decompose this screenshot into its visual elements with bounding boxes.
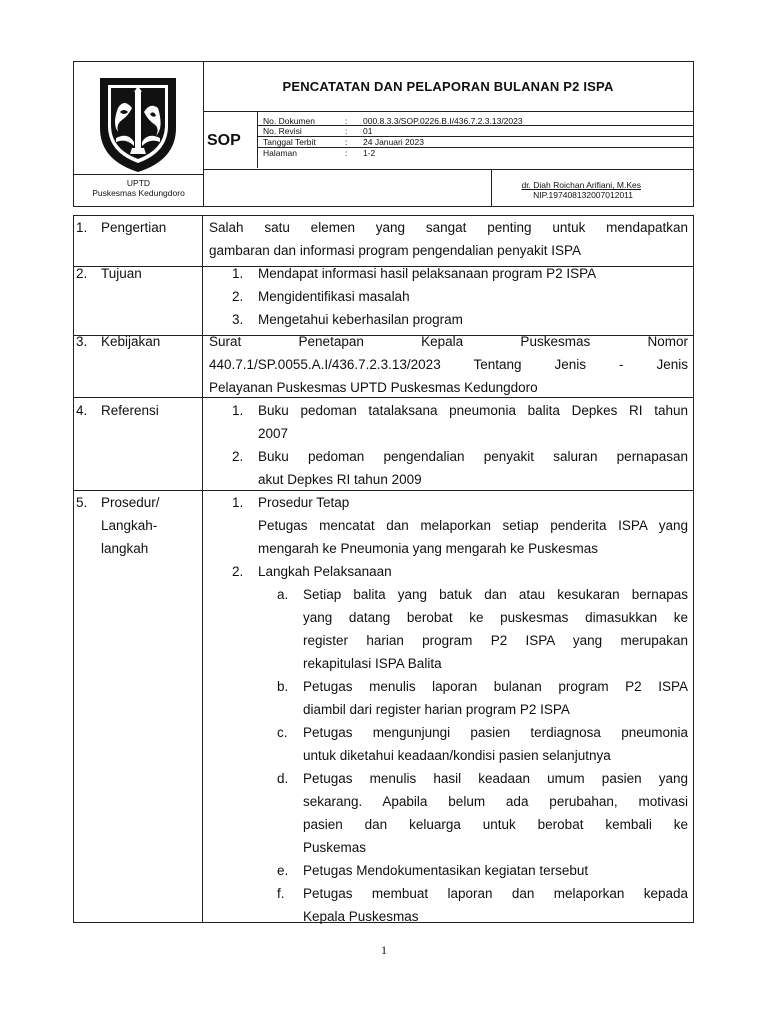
meta-divider xyxy=(257,147,693,148)
step-text: sekarang. Apabila belum ada perubahan, motivasi xyxy=(303,794,688,809)
section-label-pengertian: Pengertian xyxy=(101,220,167,235)
meta-key: Halaman xyxy=(263,148,298,158)
step-text: register harian program P2 ISPA yang merupakan xyxy=(303,633,688,648)
document-title: PENCATATAN DAN PELAPORAN BULANAN P2 ISPA xyxy=(282,79,614,94)
meta-colon: : xyxy=(345,137,348,147)
section-label-tujuan: Tujuan xyxy=(101,266,142,281)
step-text: Petugas menulis hasil keadaan umum pasien yang xyxy=(303,771,688,786)
sop-header xyxy=(73,61,694,207)
meta-colon: : xyxy=(345,126,348,136)
header-divider xyxy=(257,111,258,168)
step-text: Petugas Mendokumentasikan kegiatan tersebut xyxy=(303,863,589,878)
header-divider xyxy=(74,174,203,175)
step-text: Setiap balita yang batuk dan atau kesukaran bernapas xyxy=(303,587,688,602)
meta-key: No. Dokumen xyxy=(263,116,315,126)
section-label-kebijakan: Kebijakan xyxy=(101,334,161,349)
section-number: 4. xyxy=(76,403,88,418)
kebijakan-text: Pelayanan Puskesmas UPTD Puskesmas Kedungdoro xyxy=(209,380,538,395)
section-number: 2. xyxy=(76,266,88,281)
meta-value: 000.8.3.3/SOP.0226.B.I/436.7.2.3.13/2023 xyxy=(363,116,523,126)
section-label-prosedur: Prosedur/ xyxy=(101,495,160,510)
signer-name-text: dr. Diah Roichan Arifiani, M.Kes xyxy=(521,180,641,190)
signer-name xyxy=(521,180,641,190)
header-divider xyxy=(203,169,693,170)
meta-key: No. Revisi xyxy=(263,126,302,136)
step-text: Kepala Puskesmas xyxy=(303,909,419,924)
pengertian-text: gambaran dan informasi program pengendalian penyakit ISPA xyxy=(209,243,581,258)
meta-key: Tanggal Terbit xyxy=(263,137,316,147)
step-text: yang datang berobat ke puskesmas dimasukkan ke xyxy=(303,610,688,625)
sop-label: SOP xyxy=(207,132,241,149)
header-divider xyxy=(491,169,492,206)
section-number: 3. xyxy=(76,334,88,349)
meta-colon: : xyxy=(345,116,348,126)
step-text: rekapitulasi ISPA Balita xyxy=(303,656,442,671)
page-number: 1 xyxy=(381,943,387,957)
meta-value: 1-2 xyxy=(363,148,376,158)
column-divider xyxy=(202,216,203,922)
signer-nip: NIP.197408132007012011 xyxy=(533,190,633,200)
pengertian-text: Salah satu elemen yang sangat penting untuk mendapatkan xyxy=(209,220,688,235)
kebijakan-text: Surat Penetapan Kepala Puskesmas Nomor xyxy=(209,334,688,349)
section-number: 5. xyxy=(76,495,88,510)
org-unit: UPTD xyxy=(126,178,151,188)
section-label-prosedur: Langkah- xyxy=(101,518,158,533)
meta-value: 24 Januari 2023 xyxy=(363,137,424,147)
meta-value: 01 xyxy=(363,126,373,136)
step-text: diambil dari register harian program P2 ISPA xyxy=(303,702,570,717)
step-text: Petugas mengunjungi pasien terdiagnosa pneumonia xyxy=(303,725,688,740)
kebijakan-text: 440.7.1/SP.0055.A.I/436.7.2.3.13/2023 Tentang Jenis - Jenis xyxy=(209,357,688,372)
sop-content-table: 1. Pengertian Salah satu elemen yang sangat penting untuk mendapatkan gambaran dan informasi program pengendalian penyakit ISPA 2. Tujuan 1. Mendapat informasi hasil pelaksanaan program P2 ISPA 2. Mengidentifikasi masalah 3. Mengetahui keberhasilan program 3. Kebijakan Surat Penetapan Kepala Puskesmas Nomor 440.7.1/SP.0055.A.I/436.7.2.3.13/2023 Tentang Jenis - Jenis Pelayanan Puskesmas UPTD Puskesmas Kedungdoro 4. Referensi 1. Buku pedoman tatalaksana pneumonia balita Depkes RI tahun 2007 2. Buku pedoman pengendalian penyakit saluran pernapasan akut Depkes RI tahun 2009 5. Prosedur/ Langkah- langkah 1. Prosedur Tetap Petugas mencatat dan melaporkan setiap penderita ISPA yang mengarah ke Pneumonia yang mengarah ke Puskesmas 2. Langkah Pelaksanaan a. Setiap balita yang batuk dan atau kesukaran bernapas yang datang berobat ke puskesmas dimasukkan ke register harian program P2 ISPA yang merupakan rekapitulasi ISPA Balita b. Petugas menulis laporan bulanan program P2 ISPA diambil dari register harian program P2 ISPA c. Petugas mengunjungi pasien terdiagnosa pneumonia untuk diketahui keadaan/kondisi pasien selanjutnya d. Petugas menulis hasil keadaan umum pasien yang sekarang. Apabila belum ada perubahan, motivasi pasien dan keluarga untuk berobat kembali ke Puskemas e. Petugas Mendokumentasikan kegiatan tersebut f. Petugas membuat laporan dan melaporkan kepada Kepala Puskesmas xyxy=(73,215,694,923)
section-label-prosedur: langkah xyxy=(101,541,149,556)
step-text: pasien dan keluarga untuk berobat kembali ke xyxy=(303,817,688,832)
meta-divider xyxy=(257,125,693,126)
meta-colon: : xyxy=(345,148,348,158)
section-label-referensi: Referensi xyxy=(101,403,159,418)
step-text: untuk diketahui keadaan/kondisi pasien selanjutnya xyxy=(303,748,611,763)
city-logo xyxy=(88,68,188,174)
step-text: Petugas membuat laporan dan melaporkan kepada xyxy=(303,886,688,901)
step-text: Puskemas xyxy=(303,840,367,855)
header-divider xyxy=(203,111,693,112)
meta-divider xyxy=(257,136,693,137)
step-text: Petugas menulis laporan bulanan program P2 ISPA xyxy=(303,679,688,694)
org-name: Puskesmas Kedungdoro xyxy=(92,188,185,198)
section-number: 1. xyxy=(76,220,88,235)
